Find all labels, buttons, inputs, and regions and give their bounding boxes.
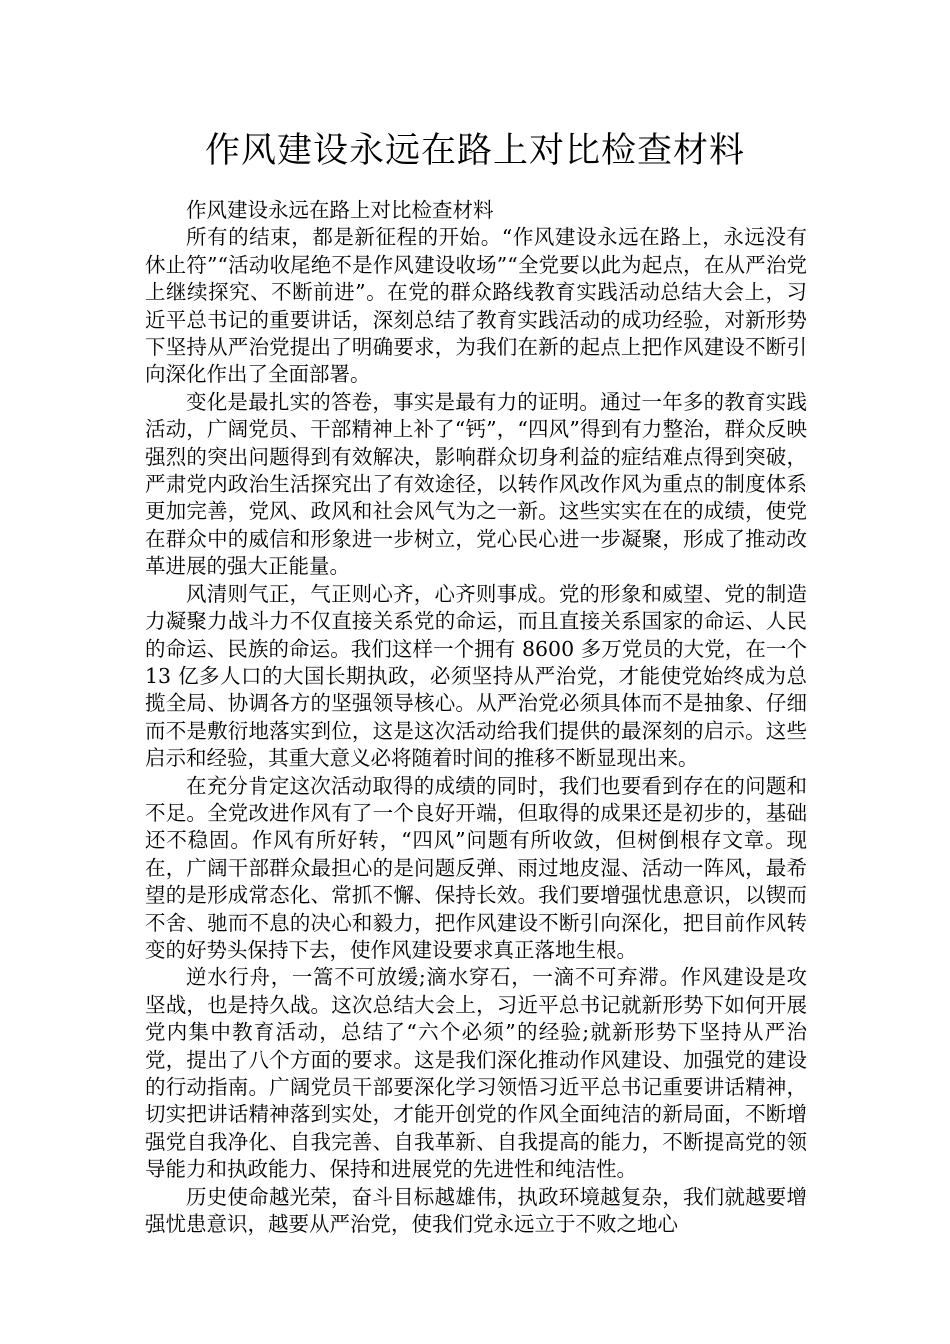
paragraph: 所有的结束，都是新征程的开始。“作风建设永远在路上，永远没有休止符”“活动收尾绝不是作风建设收场”“全党要以此为起点，在从严治党上继续探究、不断前进”。在党的群众路线教育实践活动总结大会上，习近平总书记的重要讲话，深刻总结了教育实践活动的成功经验，对新形势下坚持从严治党提出了明确要求，为我们在新的起点上把作风建设不断引向深化作出了全面部署。 — [145, 225, 807, 387]
paragraph: 历史使命越光荣，奋斗目标越雄伟，执政环境越复杂，我们就越要增强忧患意识，越要从严治党，使我们党永远立于不败之地心 — [145, 1184, 807, 1237]
paragraph: 变化是最扎实的答卷，事实是最有力的证明。通过一年多的教育实践活动，广阔党员、干部精神上补了“钙”，“四风”得到有力整治，群众反映强烈的突出问题得到有效解决，影响群众切身利益的症结难点得到突破，严肃党内政治生活探究出了有效途径，以转作风改作风为重点的制度体系更加完善，党风、政风和社会风气为之一新。这些实实在在的成绩，使党在群众中的威信和形象进一步树立，党心民心进一步凝聚，形成了推动改革进展的强大正能量。 — [145, 389, 807, 579]
paragraph: 在充分肯定这次活动取得的成绩的同时，我们也要看到存在的问题和不足。全党改进作风有了一个良好开端，但取得的成果还是初步的，基础还不稳固。作风有所好转，“四风”问题有所收敛，但树倒根存文章。现在，广阔干部群众最担心的是问题反弹、雨过地皮湿、活动一阵风，最希望的是形成常态化、常抓不懈、保持长效。我们要增强忧患意识，以锲而不舍、驰而不息的决心和毅力，把作风建设不断引向深化，把目前作风转变的好势头保持下去，使作风建设要求真正落地生根。 — [145, 773, 807, 962]
paragraph: 风清则气正，气正则心齐，心齐则事成。党的形象和威望、党的制造力凝聚力战斗力不仅直接关系党的命运，而且直接关系国家的命运、人民的命运、民族的命运。我们这样一个拥有 8600 多万党员的大党，在一个 13 亿多人口的大国长期执政，必须坚持从严治党，才能使党始终成为总揽全局、协调各方的坚强领导核心。从严治党必须具体而不是抽象、仔细而不是敷衍地落实到位，这是这次活动给我们提供的最深刻的启示。这些启示和经验，其重大意义必将随着时间的推移不断显现出来。 — [145, 581, 807, 771]
document-title: 作风建设永远在路上对比检查材料 — [204, 131, 745, 171]
document-subtitle: 作风建设永远在路上对比检查材料 — [186, 198, 494, 222]
document-body — [145, 197, 807, 1238]
paragraph: 逆水行舟，一篙不可放缓;滴水穿石，一滴不可弃滞。作风建设是攻坚战，也是持久战。这次总结大会上，习近平总书记就新形势下如何开展党内集中教育活动，总结了“六个必须”的经验;就新形势下坚持从严治党，提出了八个方面的要求。这是我们深化推动作风建设、加强党的建设的行动指南。广阔党员干部要深化学习领悟习近平总书记重要讲话精神，切实把讲话精神落到实处，才能开创党的作风全面纯洁的新局面，不断增强党自我净化、自我完善、自我革新、自我提高的能力，不断提高党的领导能力和执政能力、保持和进展党的先进性和纯洁性。 — [145, 965, 807, 1182]
